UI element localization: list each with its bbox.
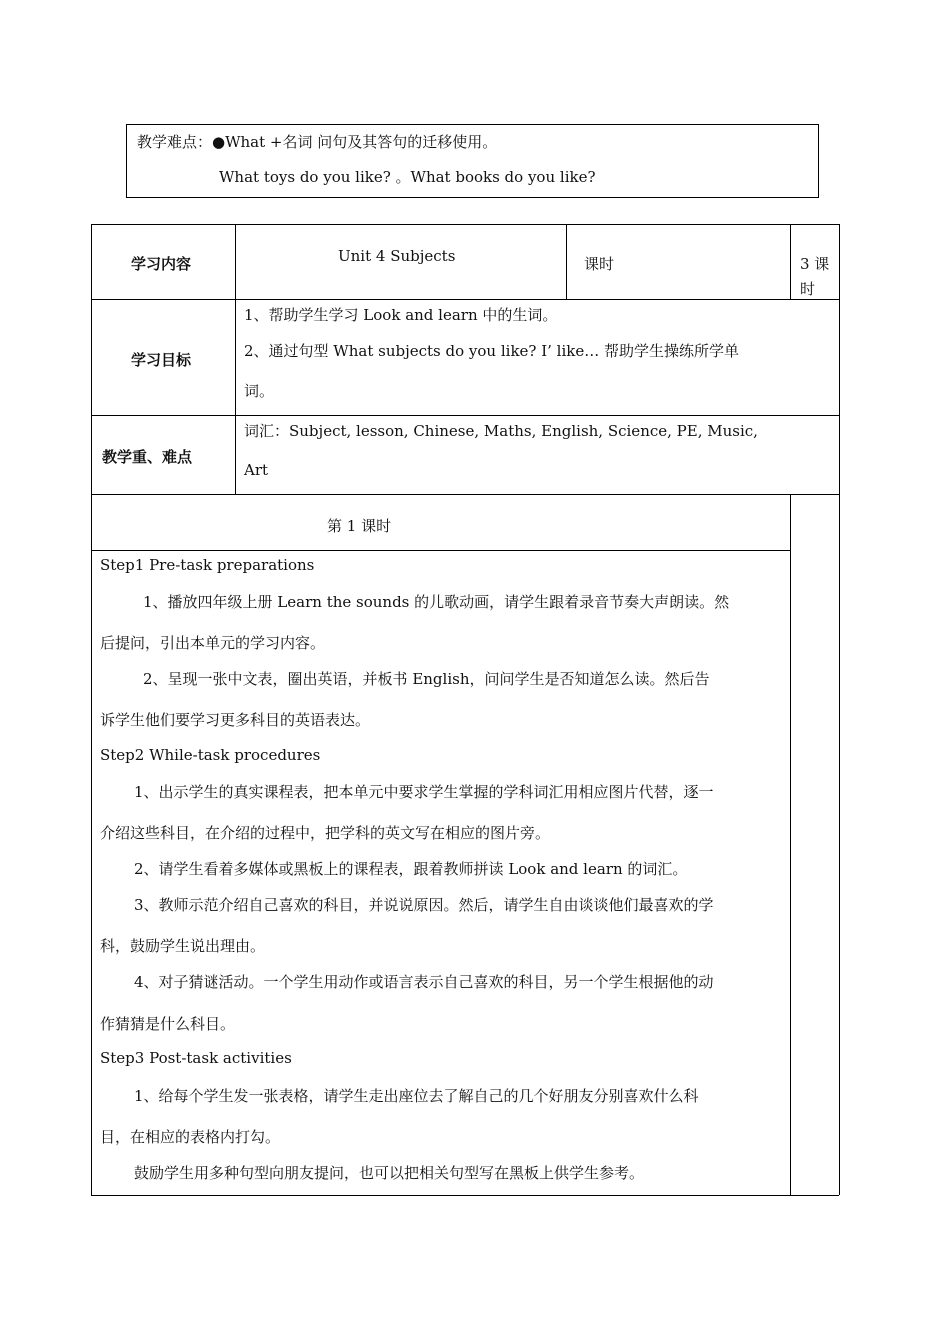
step2-para4-line2: 作猜猜是什么科目。	[100, 1015, 236, 1033]
vocab-line-2: Art	[244, 461, 269, 479]
row-divider-2	[91, 415, 839, 416]
lesson-title: 第 1 课时	[327, 517, 392, 535]
table-right-border	[839, 224, 840, 1195]
difficulty-line-2: What toys do you like? 。What books do you like?	[219, 168, 596, 186]
step2-para3-line2: 科，鼓励学生说出理由。	[100, 937, 266, 955]
period-value-line-2: 时	[800, 280, 816, 298]
row-divider-3	[91, 494, 839, 495]
period-label: 课时	[584, 255, 615, 273]
label-key-points: 教学重、难点	[102, 448, 193, 466]
label-study-content: 学习内容	[131, 255, 192, 273]
step2-para1-line2: 介绍这些科目，在介绍的过程中，把学科的英文写在相应的图片旁。	[100, 824, 551, 842]
step2-para1-line1: 1、出示学生的真实课程表，把本单元中要求学生掌握的学科词汇用相应图片代替，逐一	[134, 783, 714, 801]
row-divider-1	[91, 299, 839, 300]
table-bottom-border	[91, 1195, 839, 1196]
unit-title: Unit 4 Subjects	[338, 247, 456, 265]
step1-para1-line2: 后提问，引出本单元的学习内容。	[100, 634, 326, 652]
step3-heading: Step3 Post-task activities	[100, 1049, 292, 1067]
content-column-divider	[566, 224, 567, 299]
goal-line-3: 词。	[244, 382, 275, 400]
step3-para1-line1: 1、给每个学生发一张表格，请学生走出座位去了解自己的几个好朋友分别喜欢什么科	[134, 1087, 699, 1105]
step2-para3-line1: 3、教师示范介绍自己喜欢的科目，并说说原因。然后，请学生自由谈谈他们最喜欢的学	[134, 896, 714, 914]
step3-para2: 鼓励学生用多种句型向朋友提问，也可以把相关句型写在黑板上供学生参考。	[134, 1164, 645, 1182]
label-column-divider	[235, 224, 236, 494]
period-column-divider	[790, 224, 791, 299]
vocab-line-1: 词汇：Subject, lesson, Chinese, Maths, English, Science, PE, Music,	[244, 422, 758, 440]
table-left-border	[91, 224, 92, 1195]
step1-heading: Step1 Pre-task preparations	[100, 556, 315, 574]
difficulty-box	[126, 124, 819, 198]
step2-para4-line1: 4、对子猜谜活动。一个学生用动作或语言表示自己喜欢的科目，另一个学生根据他的动	[134, 973, 714, 991]
goal-line-2: 2、通过句型 What subjects do you like? I’ like… 帮助学生操练所学单	[244, 342, 740, 360]
step1-para2-line1: 2、呈现一张中文表，圈出英语，并板书 English，问问学生是否知道怎么读。然后告	[143, 670, 710, 688]
body-right-column-divider	[790, 494, 791, 1195]
step2-para2: 2、请学生看着多媒体或黑板上的课程表，跟着教师拼读 Look and learn 的词汇。	[134, 860, 688, 878]
step2-heading: Step2 While-task procedures	[100, 746, 321, 764]
goal-line-1: 1、帮助学生学习 Look and learn 中的生词。	[244, 306, 558, 324]
difficulty-line-1: 教学难点：●What +名词 问句及其答句的迁移使用。	[137, 133, 498, 151]
step1-para1-line1: 1、播放四年级上册 Learn the sounds 的儿歌动画，请学生跟着录音节奏大声朗读。然	[143, 593, 730, 611]
period-value-line-1: 3 课	[800, 255, 830, 273]
label-study-goals: 学习目标	[131, 351, 192, 369]
step3-para1-line2: 目，在相应的表格内打勾。	[100, 1128, 281, 1146]
step1-para2-line2: 诉学生他们要学习更多科目的英语表达。	[100, 711, 371, 729]
row-divider-4	[91, 550, 790, 551]
table-top-border	[91, 224, 839, 225]
